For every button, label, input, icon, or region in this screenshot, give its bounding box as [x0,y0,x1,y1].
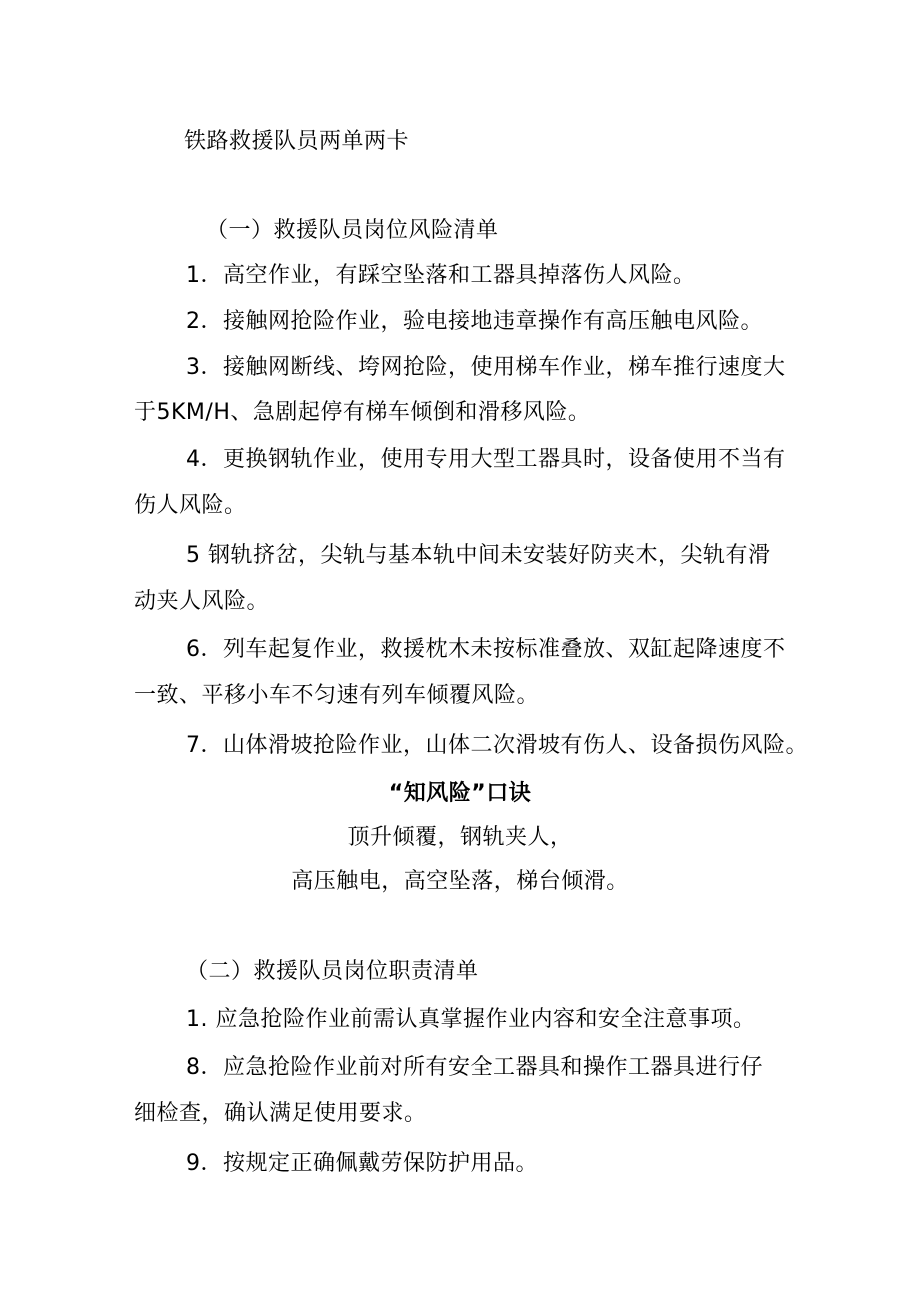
risk-item-2: 2．接触网抢险作业，验电接地违章操作有高压触电风险。 [186,309,763,334]
risk-item-4-line2: 伤人风险。 [134,493,247,518]
duty-item-9: 9．按规定正确佩戴劳保防护用品。 [186,1151,538,1176]
risk-item-6-line1: 6．列车起复作业，救援枕木未按标准叠放、双缸起降速度不 [186,637,786,662]
risk-item-7: 7．山体滑坡抢险作业，山体二次滑坡有伤人、设备损伤风险。 [186,733,808,758]
risk-item-1: 1．高空作业，有踩空坠落和工器具掉落伤人风险。 [186,263,696,288]
risk-item-5-line2: 动夹人风险。 [134,589,270,614]
duty-item-1: 1. 应急抢险作业前需认真掌握作业内容和安全注意事项。 [186,1007,756,1032]
duty-item-8-line2: 细检查，确认满足使用要求。 [134,1101,427,1126]
document-title: 铁路救援队员两单两卡 [184,129,410,154]
risk-item-4-line1: 4．更换钢轨作业，使用专用大型工器具时，设备使用不当有 [186,447,786,472]
mnemonic-title: “知风险”口诀 [388,781,532,806]
risk-item-3-line2: 于5KM/H、急剧起停有梯车倾倒和滑移风险。 [134,400,591,425]
risk-item-6-line2: 一致、平移小车不匀速有列车倾覆风险。 [134,683,540,708]
section2-heading: （二）救援队员岗位职责清单 [186,959,479,984]
mnemonic-line-2: 高压触电，高空坠落，梯台倾滑。 [291,869,629,894]
duty-item-8-line1: 8．应急抢险作业前对所有安全工器具和操作工器具进行仔 [186,1055,763,1080]
risk-item-3-line1: 3．接触网断线、垮网抢险，使用梯车作业，梯车推行速度大 [186,355,786,380]
risk-item-5-line1: 5 钢轨挤岔，尖轨与基本轨中间未安装好防夹木，尖轨有滑 [186,543,771,568]
section1-heading: （一）救援队员岗位风险清单 [206,218,499,243]
mnemonic-line-1: 顶升倾覆，钢轨夹人， [347,825,573,850]
